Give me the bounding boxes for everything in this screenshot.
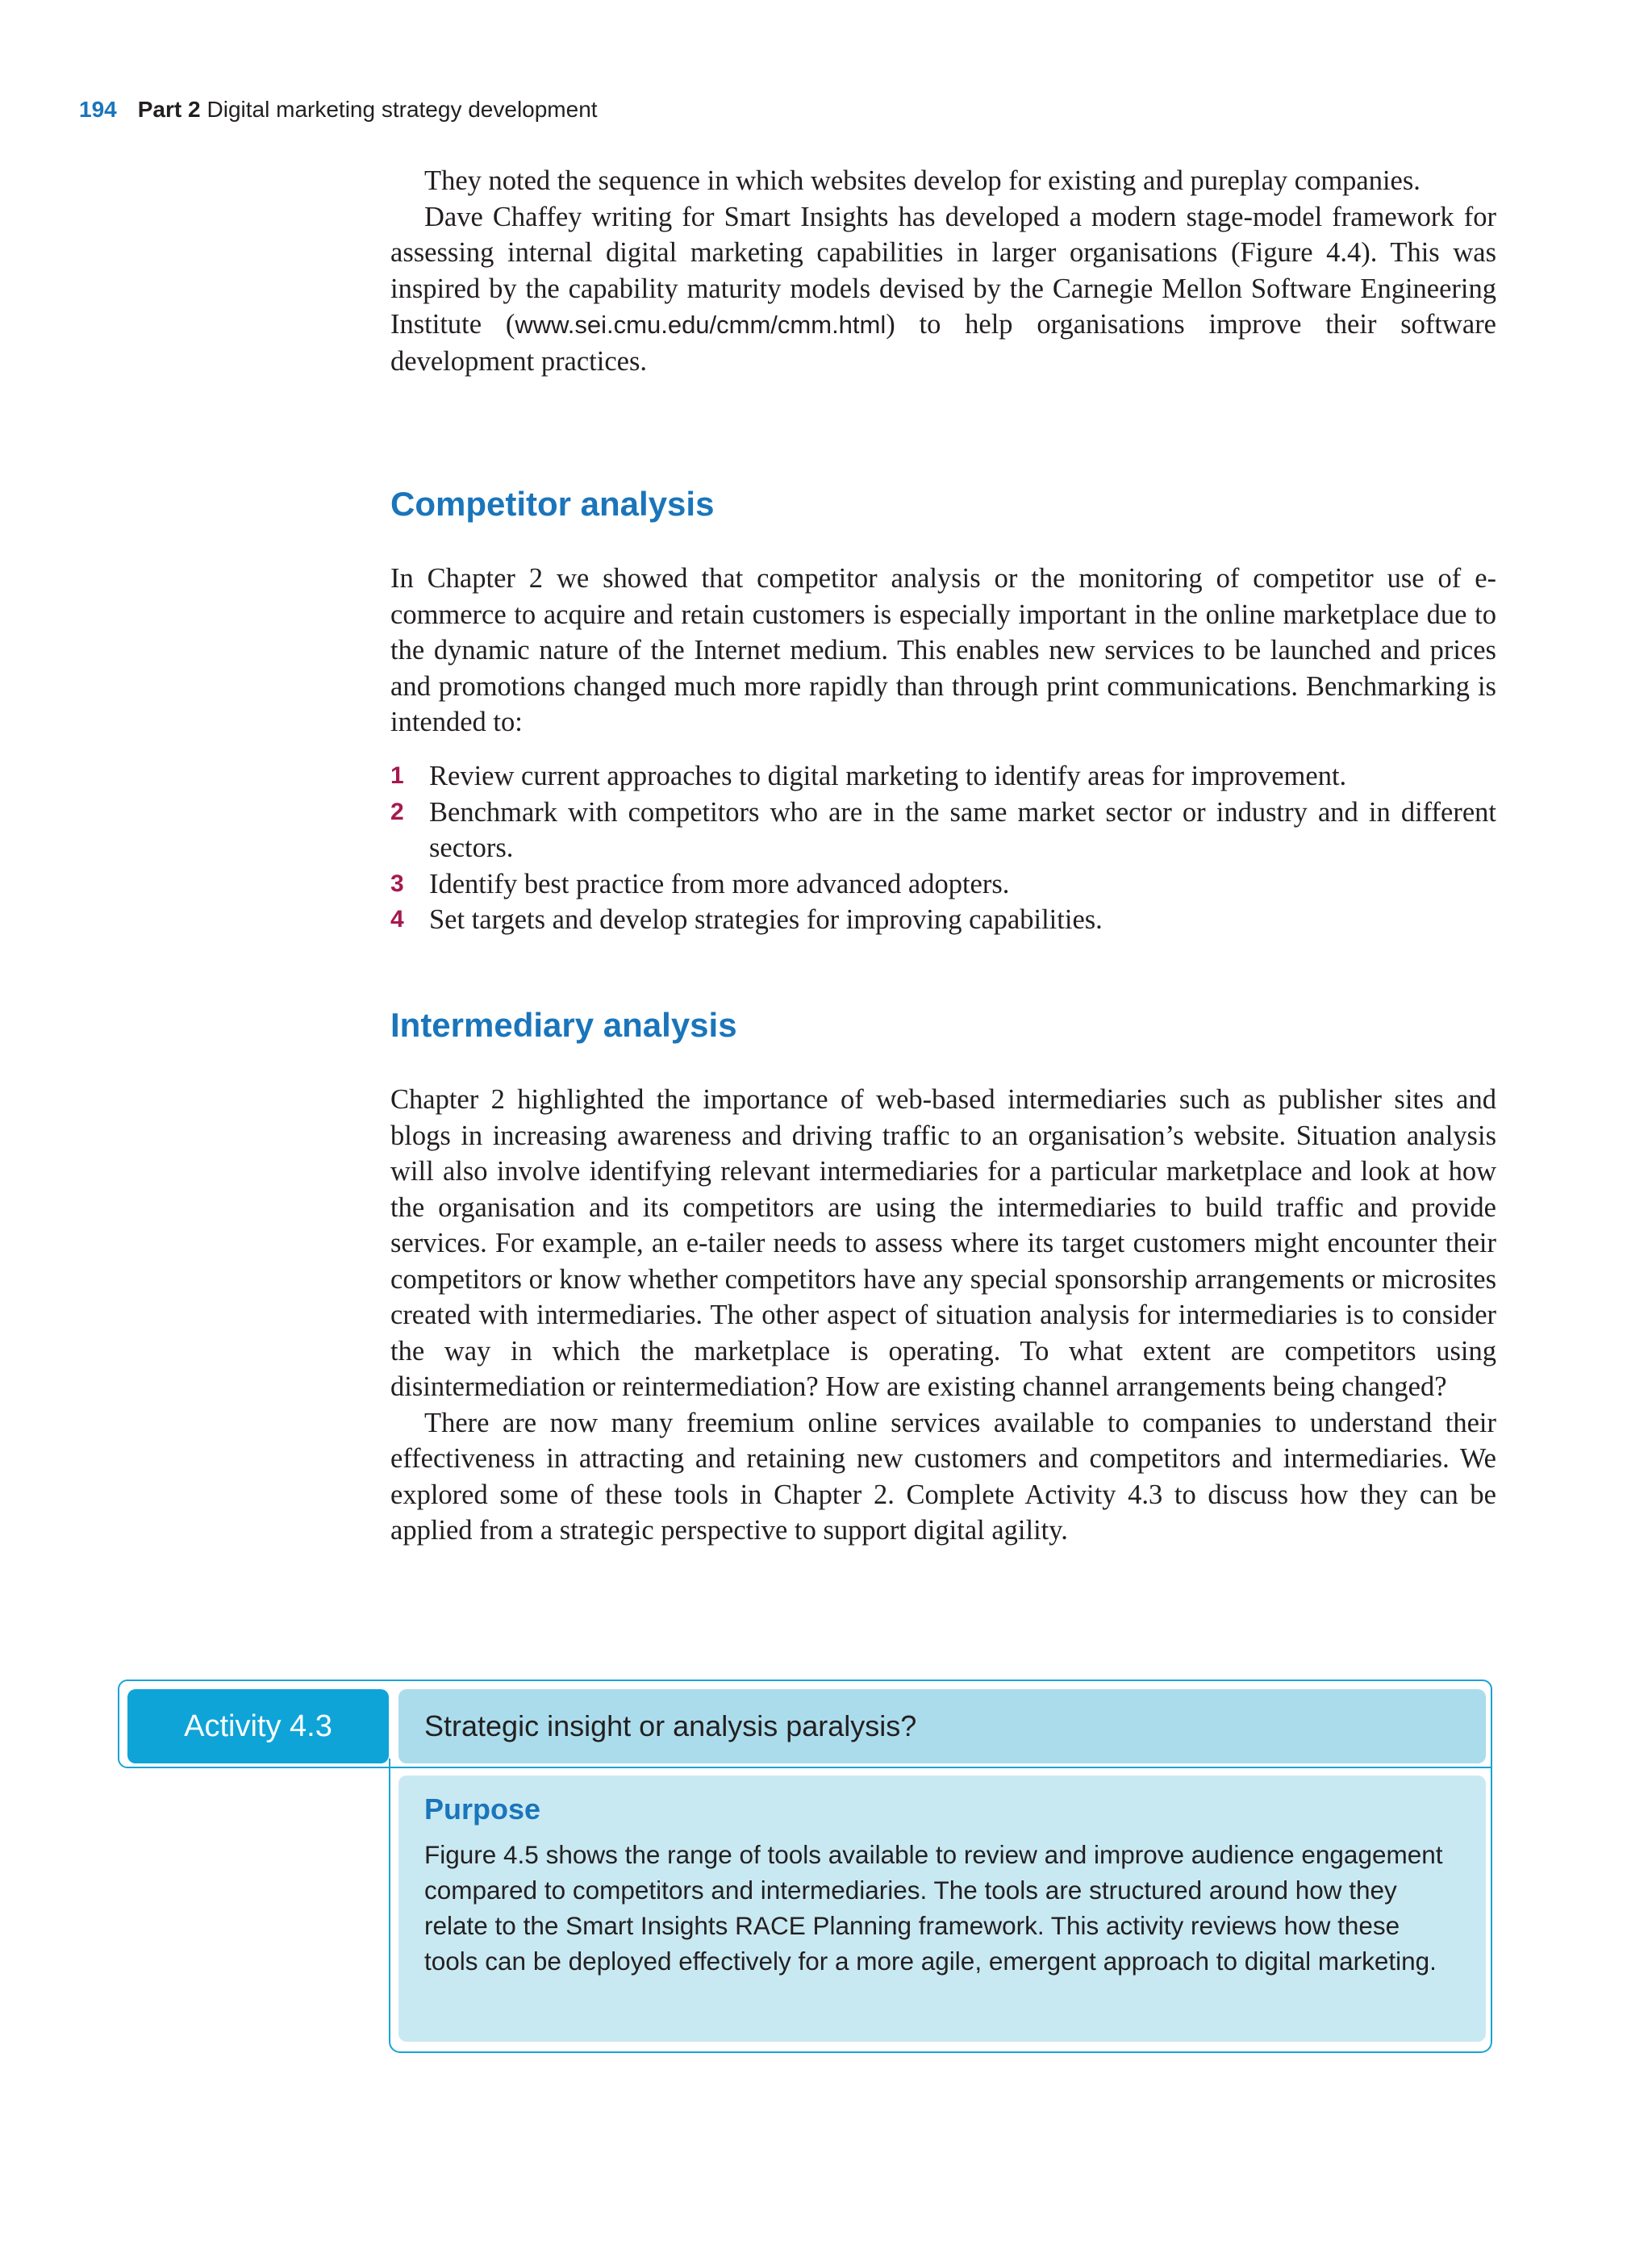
list-item-text: Set targets and develop strategies for improving capabilities.: [429, 904, 1103, 935]
part-label: Part 2: [137, 97, 201, 122]
benchmarking-list: [390, 758, 1496, 938]
intermediary-paragraph-2: There are now many freemium online services available to companies to understand their effectiveness in attracting and retaining new customers and competitors and intermediaries. We explored some of these tools in Chapter 2. Complete Activity 4.3 to discuss how they can be applied from a strategic perspective to support digital agility.: [390, 1407, 1496, 1546]
list-number: 3: [390, 870, 404, 897]
intro-p2-text-a: Dave Chaffey writing for Smart Insights has developed a modern stage-model framework for assessing internal digital marketing capabilities in larger organisations (Figure 4.4). This was inspired by the capability maturity models devised by the Carnegie Mellon Software Engineering Institute (: [390, 201, 1496, 340]
list-item: [390, 758, 1496, 795]
competitor-text: [390, 561, 1496, 741]
intro-text: [390, 163, 1496, 379]
list-item: [390, 866, 1496, 903]
intro-paragraph-2: [390, 199, 1496, 380]
running-header: [79, 95, 598, 124]
activity-purpose-heading: Purpose: [424, 1792, 541, 1826]
list-number: 4: [390, 906, 404, 933]
activity-body: [398, 1776, 1486, 2042]
intro-p2-text-b: ) to help organisations improve their software development practices.: [390, 309, 1496, 377]
activity-title: Strategic insight or analysis paralysis?: [398, 1689, 1486, 1763]
page-number: 194: [79, 97, 117, 122]
intermediary-text: [390, 1082, 1496, 1549]
part-title: Digital marketing strategy development: [206, 97, 598, 122]
list-item-text: Benchmark with competitors who are in the same market sector or industry and in different sectors.: [429, 796, 1496, 863]
list-number: 2: [390, 798, 404, 825]
list-item-text: Identify best practice from more advanced adopters.: [429, 868, 1010, 899]
competitor-analysis-heading: Competitor analysis: [390, 485, 715, 523]
list-number: 1: [390, 762, 404, 789]
intro-paragraph-1: They noted the sequence in which websites develop for existing and pureplay companies.: [424, 165, 1420, 196]
sei-url-link[interactable]: www.sei.cmu.edu/cmm/cmm.html: [515, 311, 886, 339]
list-item: [390, 795, 1496, 866]
competitor-paragraph: In Chapter 2 we showed that competitor analysis or the monitoring of competitor use of e-commerce to acquire and retain customers is especially important in the online marketplace due to the dynamic nature of the Internet medium. This enables new services to be launched and prices and promotions changed much more rapidly than through print communications. Benchmarking is intended to:: [390, 563, 1496, 737]
activity-label: Activity 4.3: [127, 1689, 389, 1763]
activity-purpose-text: Figure 4.5 shows the range of tools available to review and improve audience engagement compared to competitors and intermediaries. The tools are structured around how they relate to the Smart Insights RACE Planning framework. This activity reviews how these tools can be deployed effectively for a more agile, emergent approach to digital marketing.: [424, 1840, 1443, 1976]
intermediary-paragraph-1: Chapter 2 highlighted the importance of web-based intermediaries such as publisher sites and blogs in increasing awareness and driving traffic to an organisation’s website. Situation analysis will also involve identifying relevant intermediaries for a particular marketplace and look at how the organisation and its competitors are using the intermediaries to build traffic and provide services. For example, an e-tailer needs to assess where its target customers might encounter their competitors or know whether competitors have any special sponsorship arrangements or microsites created with intermediaries. The other aspect of situation analysis for intermediaries is to consider the way in which the marketplace is operating. To what extent are competitors using disintermediation or reintermediation? How are existing channel arrangements being changed?: [390, 1084, 1496, 1402]
list-item-text: Review current approaches to digital marketing to identify areas for improvement.: [429, 761, 1347, 791]
list-item: [390, 902, 1496, 938]
intermediary-analysis-heading: Intermediary analysis: [390, 1006, 737, 1044]
